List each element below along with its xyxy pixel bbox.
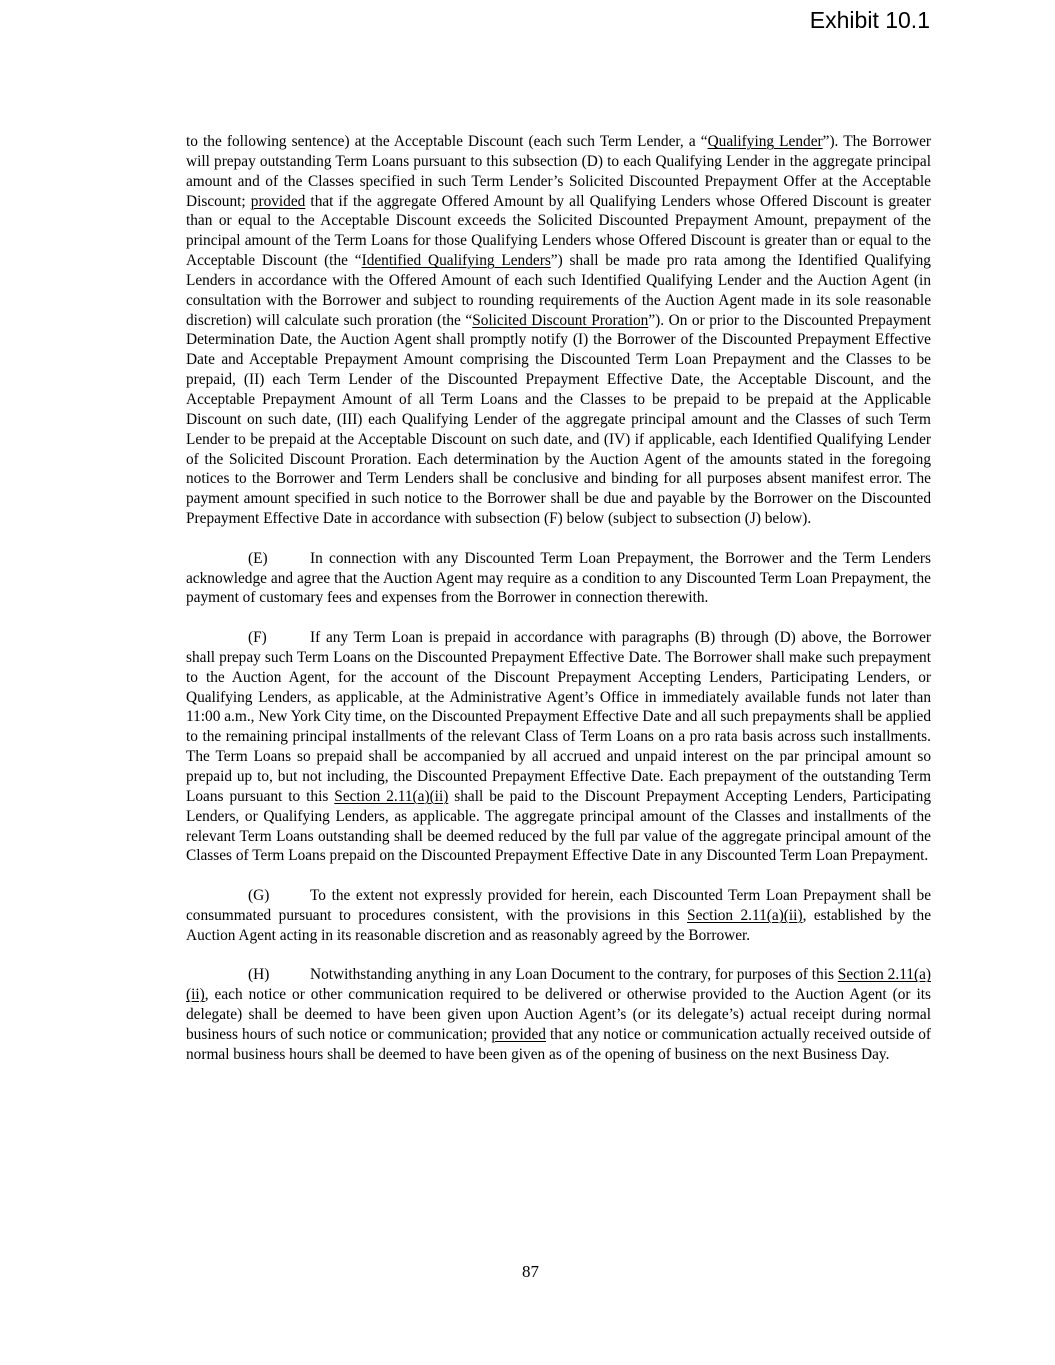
paragraph-text: , each notice or other communication required to be delivered or otherwise provided to the Auction Agent (or its delegate) shall be deemed to have been given upon Auction Agent’s (or its delegate’s) actual receipt during normal business hours of such notice or communication; [186, 986, 931, 1043]
paragraph-label: (H) [248, 966, 270, 984]
section-reference: Section 2.11(a)(ii) [186, 966, 931, 1004]
document-body [186, 132, 931, 1085]
defined-term-solicited-discount-proration: Solicited Discount Proration [472, 311, 649, 329]
defined-term-identified-qualifying-lenders: Identified Qualifying Lenders [361, 252, 551, 270]
paragraph-text: In connection with any Discounted Term Loan Prepayment, the Borrower and the Term Lenders acknowledge and agree that the Auction Agent may require as a condition to any Discounted Term Loan Prepayment, the payment of customary fees and expenses from the Borrower in connection therewith. [186, 549, 931, 607]
paragraph-label: (E) [248, 549, 268, 567]
paragraph-label: (F) [248, 629, 267, 647]
paragraph-text: to the following sentence) at the Acceptable Discount (each such Term Lender, a “ [186, 133, 708, 150]
paragraph-text: shall be paid to the Discount Prepayment Accepting Lenders, Participating Lenders, or Qualifying Lenders, as applicable. The aggregate principal amount of the Classes and installments of the relevant Term Loans outstanding shall be deemed reduced by the full par value of the aggregate principal amount of the Classes of Term Loans prepaid on the Discounted Prepayment Effective Date in any Discounted Term Loan Prepayment. [186, 787, 931, 865]
page-number: 87 [522, 1262, 539, 1281]
paragraph-h [186, 965, 931, 1064]
section-reference: Section 2.11(a)(ii) [687, 906, 803, 924]
paragraph-text: To the extent not expressly provided for herein, each Discounted Term Loan Prepayment shall be consummated pursuant to procedures consistent, with the provisions in this [186, 887, 931, 924]
section-reference: Section 2.11(a)(ii) [334, 787, 449, 805]
paragraph-text: ”). The Borrower will prepay outstanding Term Loans pursuant to this subsection (D) to each Qualifying Lender in the aggregate principal amount and of the Classes specified in such Term Lender’s Solicited Discounted Prepayment Offer at the Acceptable Discount; [186, 133, 931, 210]
paragraph-text: Notwithstanding anything in any Loan Document to the contrary, for purposes of this [310, 966, 838, 984]
paragraph-text: , established by the Auction Agent acting in its reasonable discretion and as reasonably agreed by the Borrower. [186, 906, 931, 944]
paragraph-g [186, 886, 931, 946]
paragraph-d-continued [186, 132, 931, 529]
provided-keyword: provided [491, 1025, 546, 1043]
defined-term-qualifying-lender: Qualifying Lender [707, 133, 823, 150]
paragraph-label: (G) [248, 887, 270, 905]
paragraph-text: that if the aggregate Offered Amount by all Qualifying Lenders whose Offered Discount is greater than or equal to the Acceptable Discount exceeds the Solicited Discounted Prepayment Amount, prepayment of the principal amount of the Term Loans for those Qualifying Lenders whose Offered Discount is greater than or equal to the Acceptable Discount (the “ [186, 192, 931, 270]
paragraph-text: that any notice or communication actually received outside of normal business hours shall be deemed to have been given as of the opening of business on the next Business Day. [186, 1025, 931, 1063]
provided-keyword: provided [250, 192, 306, 210]
paragraph-e [186, 549, 931, 609]
paragraph-f [186, 628, 931, 866]
paragraph-text: ”) shall be made pro rata among the Identified Qualifying Lenders in accordance with the Offered Amount of each such Identified Qualifying Lender and the Auction Agent (in consultation with the Borrower and subject to rounding requirements of the Auction Agent made in its sole reasonable discretion) will calculate such proration (the “ [186, 252, 931, 329]
exhibit-label: Exhibit 10.1 [809, 7, 930, 33]
paragraph-text: ”). On or prior to the Discounted Prepayment Determination Date, the Auction Agent shall promptly notify (I) the Borrower of the Discounted Prepayment Effective Date and Acceptable Prepayment Amount comprising the Discounted Term Loan Prepayment and the Classes to be prepaid, (II) each Term Lender of the Discounted Prepayment Effective Date, the Acceptable Discount, and the Acceptable Prepayment Amount of all Term Loans and the Classes to be prepaid to be prepaid at the Applicable Discount on such date, (III) each Qualifying Lender of the aggregate principal amount and the Classes of such Term Lender to be prepaid at the Acceptable Discount on such date, and (IV) if applicable, each Identified Qualifying Lender of the Solicited Discount Proration. Each determination by the Auction Agent of the amounts stated in the foregoing notices to the Borrower and Term Lenders shall be conclusive and binding for all purposes absent manifest error. The payment amount specified in such notice to the Borrower shall be due and payable by the Borrower on the Discounted Prepayment Effective Date in accordance with subsection (F) below (subject to subsection (J) below). [186, 311, 931, 528]
paragraph-text: If any Term Loan is prepaid in accordance with paragraphs (B) through (D) above, the Borrower shall prepay such Term Loans on the Discounted Prepayment Effective Date. The Borrower shall make such prepayment to the Auction Agent, for the account of the Discount Prepayment Accepting Lenders, Participating Lenders, or Qualifying Lenders, as applicable, at the Administrative Agent’s Office in immediately available funds not later than 11:00 a.m., New York City time, on the Discounted Prepayment Effective Date and all such prepayments shall be applied to the remaining principal installments of the relevant Class of Term Loans on a pro rata basis across such installments. The Term Loans so prepaid shall be accompanied by all accrued and unpaid interest on the par principal amount so prepaid up to, but not including, the Discounted Prepayment Effective Date. Each prepayment of the outstanding Term Loans pursuant to this [186, 629, 931, 805]
